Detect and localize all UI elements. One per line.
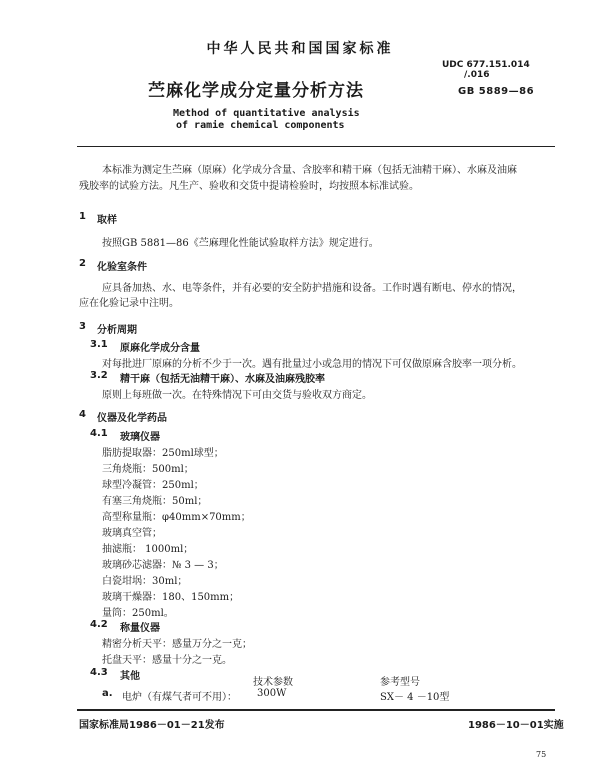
glass-item: 脂肪提取器：250ml球型； (102, 448, 224, 459)
udc-code: UDC 677.151.014 (442, 60, 530, 70)
section-1-number: 1 (79, 211, 86, 222)
document-title-en-line2: of ramie chemical components (176, 120, 345, 131)
glass-item: 玻璃干燥器：180、150mm； (102, 592, 240, 603)
glass-item: 有塞三角烧瓶：50ml； (102, 496, 208, 507)
item-a-model: SX－ 4 －10型 (380, 692, 450, 703)
section-3-title: 分析周期 (97, 325, 137, 336)
section-2-number: 2 (79, 258, 86, 269)
section-4-3-title: 其他 (120, 671, 140, 682)
section-3-2-title: 精干麻（包括无油精干麻）、水麻及油麻残胶率 (120, 374, 325, 385)
section-4-2-title: 称量仪器 (120, 623, 160, 634)
section-4-title: 仪器及化学药品 (97, 413, 167, 424)
section-1-title: 取样 (97, 215, 117, 226)
document-title-en-line1: Method of quantitative analysis (173, 108, 360, 119)
weigh-item: 精密分析天平：感量万分之一克； (102, 639, 252, 650)
effective-date: 1986－10－01实施 (468, 720, 564, 731)
section-2-title: 化验室条件 (97, 262, 147, 273)
standard-org-heading: 中华人民共和国国家标准 (206, 41, 394, 57)
glass-item: 高型称量瓶：φ40mm×70mm； (102, 512, 251, 523)
footer-divider (77, 709, 555, 711)
header-divider (77, 146, 555, 147)
item-a-name: 电炉（有煤气者可不用）： (122, 692, 237, 703)
intro-line1: 本标准为测定生苎麻（原麻）化学成分含量、含胶率和精干麻（包括无油精干麻）、水麻及油麻 (102, 165, 517, 176)
page-number: 75 (536, 750, 547, 759)
section-4-number: 4 (79, 409, 86, 420)
section-3-1-number: 3.1 (90, 339, 108, 350)
section-4-3-number: 4.3 (90, 667, 108, 678)
section-3-number: 3 (79, 321, 86, 332)
section-3-2-body: 原则上每班做一次。在特殊情况下可由交货与验收双方商定。 (102, 390, 372, 401)
intro-line2: 残胶率的试验方法。凡生产、验收和交货中提请检验时，均按照本标准试验。 (79, 181, 419, 192)
item-a-label: a. (102, 688, 113, 699)
udc-code-suffix: /.016 (464, 70, 490, 80)
glass-item: 玻璃真空管； (102, 528, 162, 539)
glass-item: 球型冷凝管：250ml； (102, 480, 204, 491)
section-3-2-number: 3.2 (90, 370, 108, 381)
section-4-1-number: 4.1 (90, 428, 108, 439)
section-1-body: 按照GB 5881—86《苎麻理化性能试验取样方法》规定进行。 (102, 238, 379, 249)
glass-item: 玻璃砂芯滤器：№ 3 — 3； (102, 560, 224, 571)
document-title-cn: 苎麻化学成分定量分析方法 (148, 81, 364, 101)
glass-item: 三角烧瓶：500ml； (102, 464, 194, 475)
column-header-model: 参考型号 (380, 677, 420, 688)
section-4-1-title: 玻璃仪器 (120, 432, 160, 443)
issued-date: 国家标准局1986－01－21发布 (79, 720, 225, 731)
section-3-1-body: 对每批进厂原麻的分析不少于一次。遇有批量过小或急用的情况下可仅做原麻含胶率一项分析。 (102, 359, 522, 370)
section-2-body-line2: 应在化验记录中注明。 (79, 298, 179, 309)
gb-number: GB 5889—86 (458, 86, 535, 97)
column-header-params: 技术参数 (253, 677, 293, 688)
weigh-item: 托盘天平：感量十分之一克。 (102, 655, 232, 666)
glass-item: 量筒：250ml。 (102, 608, 174, 619)
section-2-body-line1: 应具备加热、水、电等条件，并有必要的安全防护措施和设备。工作时遇有断电、停水的情况， (102, 283, 522, 294)
item-a-param: 300W (257, 688, 287, 699)
section-4-2-number: 4.2 (90, 619, 108, 630)
section-3-1-title: 原麻化学成分含量 (120, 343, 200, 354)
glass-item: 白瓷坩埚：30ml； (102, 576, 188, 587)
glass-item: 抽滤瓶： 1000ml； (102, 544, 194, 555)
